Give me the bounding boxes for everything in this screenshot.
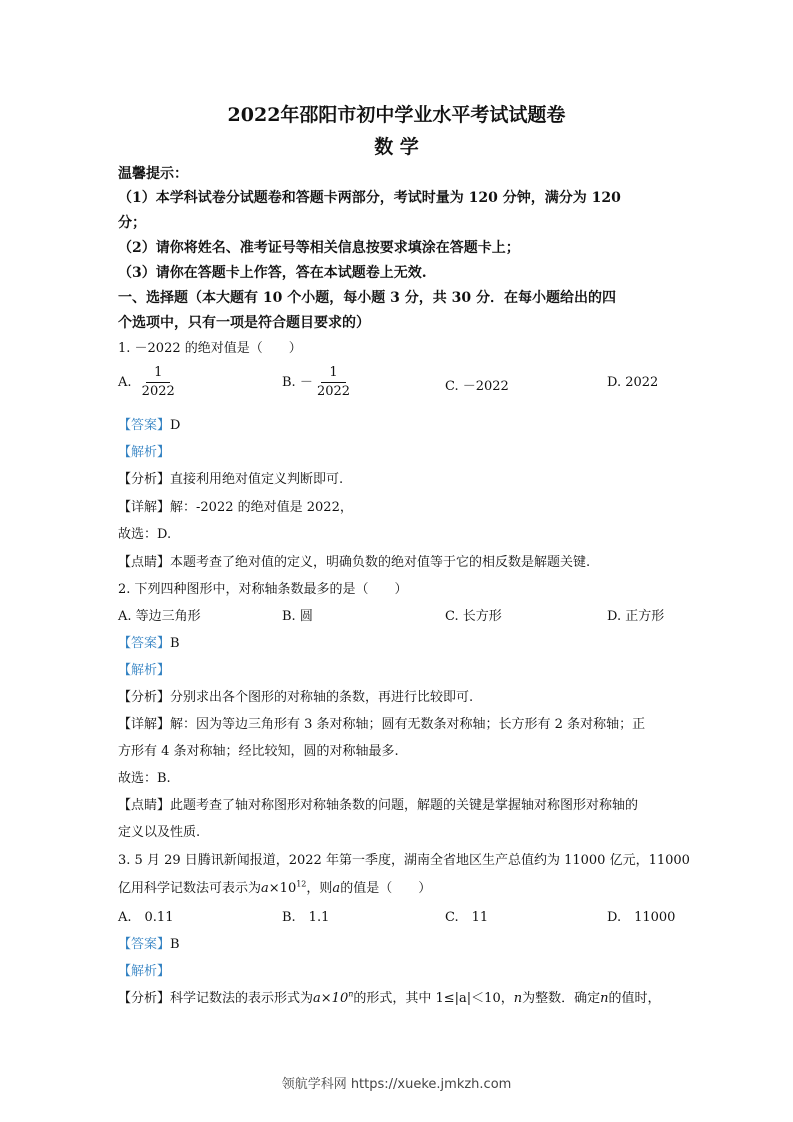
q2-option-b: B. 圆	[282, 609, 313, 624]
q2-fenxi: 【分析】分别求出各个图形的对称轴的条数，再进行比较即可.	[118, 690, 474, 705]
q1-choose: 故选：D.	[118, 527, 172, 542]
subject-title: 数 学	[374, 136, 419, 158]
q3-option-d: D. 11000	[607, 910, 676, 925]
q1-review: 【点睛】本题考查了绝对值的定义，明确负数的绝对值等于它的相反数是解题关键.	[118, 555, 591, 570]
q1-option-b-fraction: $\frac{1}{2022}$	[316, 365, 351, 399]
q1-stem: 1. －2022 的绝对值是（ ）	[118, 341, 302, 356]
notice-item-1-cont: 分；	[118, 215, 146, 231]
q2-option-c: C. 长方形	[445, 609, 502, 624]
q2-choose: 故选：B.	[118, 771, 171, 786]
q1-analysis-label: 【解析】	[118, 445, 171, 460]
q1-option-a: A. $\frac{1}{2022}$	[118, 365, 175, 399]
q1-option-d: D. 2022	[607, 375, 659, 390]
q3-fenxi: 【分析】科学记数法的表示形式为$a\times 10^n$的形式，其中 1≤|a|＜10，n为整数．确定n的值时，	[118, 989, 661, 1006]
q2-option-d: D. 正方形	[607, 609, 665, 624]
section-heading-cont: 个选项中，只有一项是符合题目要求的）	[118, 315, 370, 331]
q3-option-a: A. 0.11	[118, 910, 174, 925]
notice-item-1: （1）本学科试卷分试题卷和答题卡两部分，考试时量为 120 分钟，满分为 120	[118, 190, 621, 206]
q1-option-b: B. － $\frac{1}{2022}$	[282, 365, 351, 399]
q1-option-a-fraction: $\frac{1}{2022}$	[141, 365, 175, 399]
q2-review-cont: 定义以及性质.	[118, 825, 201, 840]
exam-title: 2022年邵阳市初中学业水平考试试题卷	[227, 104, 566, 126]
q2-detail: 【详解】解：因为等边三角形有 3 条对称轴；圆有无数条对称轴；长方形有 2 条对称轴；正	[118, 717, 646, 732]
q2-detail-cont: 方形有 4 条对称轴；经比较知，圆的对称轴最多.	[118, 744, 399, 759]
q3-stem-cont: 亿用科学记数法可表示为$a\times 10^{12}$，则a的值是（ ）	[118, 879, 432, 896]
q1-answer: 【答案】D	[118, 418, 181, 433]
q3-option-b: B. 1.1	[282, 910, 330, 925]
notice-item-2: （2）请你将姓名、准考证号等相关信息按要求填涂在答题卡上；	[118, 240, 520, 256]
footer-watermark: 领航学科网 https://xueke.jmkzh.com	[281, 1077, 512, 1092]
notice-item-3: （3）请你在答题卡上作答，答在本试题卷上无效.	[118, 265, 427, 281]
q2-option-a: A. 等边三角形	[118, 609, 201, 624]
q1-fenxi: 【分析】直接利用绝对值定义判断即可.	[118, 472, 344, 487]
q3-answer: 【答案】B	[118, 937, 180, 952]
q2-review: 【点睛】此题考查了轴对称图形对称轴条数的问题，解题的关键是掌握轴对称图形对称轴的	[118, 798, 639, 813]
q1-detail: 【详解】解：-2022 的绝对值是 2022，	[118, 500, 353, 515]
q3-option-c: C. 11	[445, 910, 489, 925]
q2-analysis-label: 【解析】	[118, 663, 171, 678]
q2-stem: 2. 下列四种图形中，对称轴条数最多的是（ ）	[118, 582, 408, 597]
section-heading: 一、选择题（本大题有 10 个小题，每小题 3 分，共 30 分．在每小题给出的四	[118, 290, 616, 306]
q1-option-c: C. －2022	[445, 379, 509, 394]
q3-analysis-label: 【解析】	[118, 964, 171, 979]
q2-answer: 【答案】B	[118, 636, 180, 651]
notice-heading: 温馨提示：	[118, 166, 188, 182]
q3-stem: 3. 5 月 29 日腾讯新闻报道，2022 年第一季度，湖南全省地区生产总值约为 11000 亿元，11000	[118, 853, 690, 868]
